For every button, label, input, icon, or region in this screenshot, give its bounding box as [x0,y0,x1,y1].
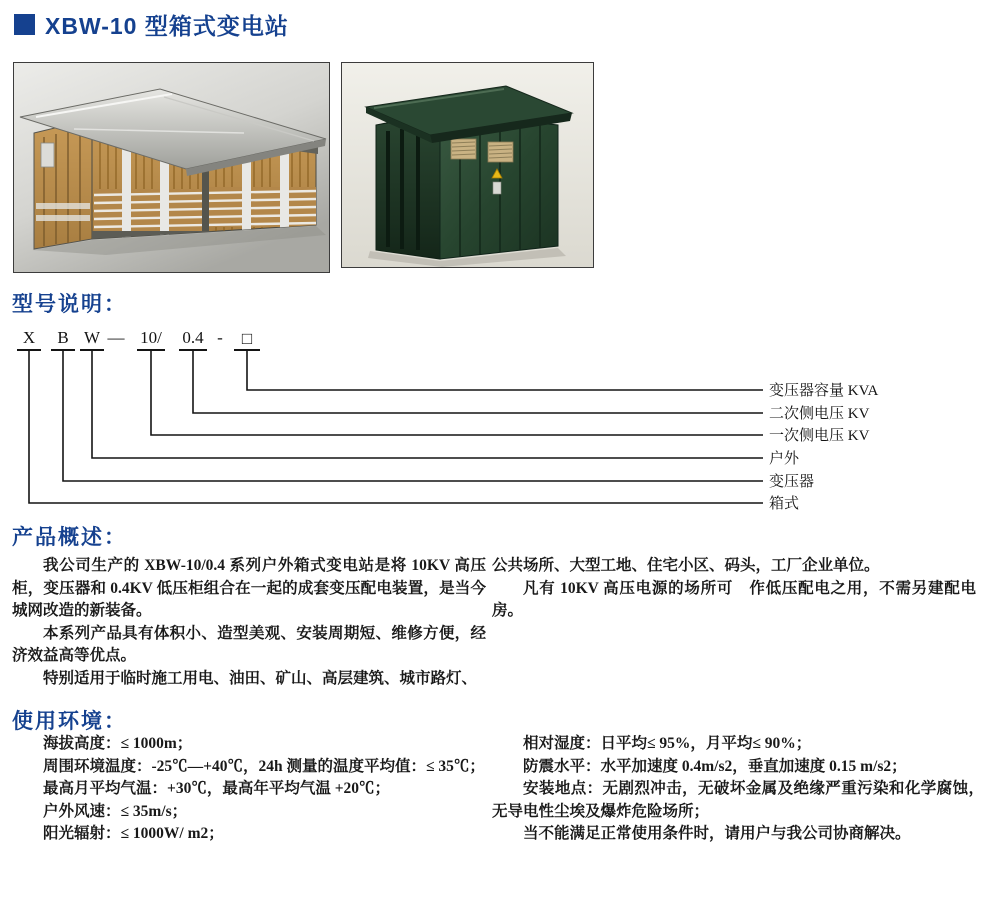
model-code-diagram [0,325,990,525]
photo-wooden-substation [13,62,330,273]
model-symbol: 0.4 [182,328,204,347]
overview-paragraph: 我公司生产的 XBW-10/0.4 系列户外箱式变电站是将 10KV 高压柜，变压器和 0.4KV 低压柜组合在一起的成套变压配电装置，是当今城网改造的新装备。 [12,557,486,620]
model-symbol: W [83,328,101,347]
ventilation-grille [488,142,513,162]
environment-item: 海拔高度：≤ 1000m； [43,735,193,752]
wooden-substation-illustration [14,63,329,272]
overview-left-column [12,555,486,691]
photo-green-substation [341,62,594,268]
model-symbol: X [22,328,36,347]
title-square-icon [14,14,35,35]
model-dash: — [107,328,125,347]
environment-left-column [12,733,490,846]
page-title: XBW-10 型箱式变电站 [45,13,289,39]
model-symbol: 10/ [140,328,162,347]
overview-paragraph: 凡有 10KV 高压电源的场所可 作低压配电之用，不需另建配电房。 [492,579,976,620]
ventilation-grille [451,139,476,159]
model-section-heading: 型号说明： [12,292,127,316]
model-label: 变压器容量 KVA [769,383,879,399]
model-label: 二次侧电压 KV [769,406,870,422]
model-label: 箱式 [769,496,800,512]
model-label: 一次侧电压 KV [769,428,870,444]
green-substation-illustration [342,63,593,267]
environment-item: 户外风速：≤ 35m/s； [43,802,188,820]
environment-item: 最高月平均气温：+30℃，最高年平均气温 +20℃； [43,780,391,798]
overview-right-column [492,555,976,623]
model-symbol: B [57,328,69,347]
environment-item: 当不能满足正常使用条件时，请用户与我公司协商解决。 [523,825,911,843]
environment-item: 周围环境温度：-25℃—+40℃，24h 测量的温度平均值：≤ 35℃； [43,757,485,775]
model-blank-box: □ [241,329,253,348]
environment-item: 相对湿度：日平均≤ 95%，月平均≤ 90%； [523,735,812,752]
connector-lines [29,350,763,503]
left-wall [34,119,92,249]
overview-paragraph: 本系列产品具有体积小、造型美观、安装周期短、维修方便，经济效益高等优点。 [12,624,486,665]
environment-right-column [492,733,984,846]
environment-item: 安装地点：无剧烈冲击，无破坏金属及绝缘严重污染和化学腐蚀，无导电性尘埃及爆炸危险场所； [492,780,984,820]
model-label: 变压器 [769,474,815,490]
label-tag [493,182,501,194]
model-label: 户外 [769,451,800,467]
environment-item: 阳光辐射：≤ 1000W/ m2； [43,825,224,843]
environment-item: 防震水平：水平加速度 0.4m/s2，垂直加速度 0.15 m/s2； [523,757,907,775]
overview-section-heading: 产品概述： [12,525,127,549]
overview-paragraph: 公共场所、大型工地、住宅小区、码头，工厂企业单位。 [492,557,880,574]
overview-paragraph: 特别适用于临时施工用电、油田、矿山、高层建筑、城市路灯、 [43,669,478,687]
model-dash: - [217,328,223,347]
environment-section-heading: 使用环境： [12,709,127,733]
